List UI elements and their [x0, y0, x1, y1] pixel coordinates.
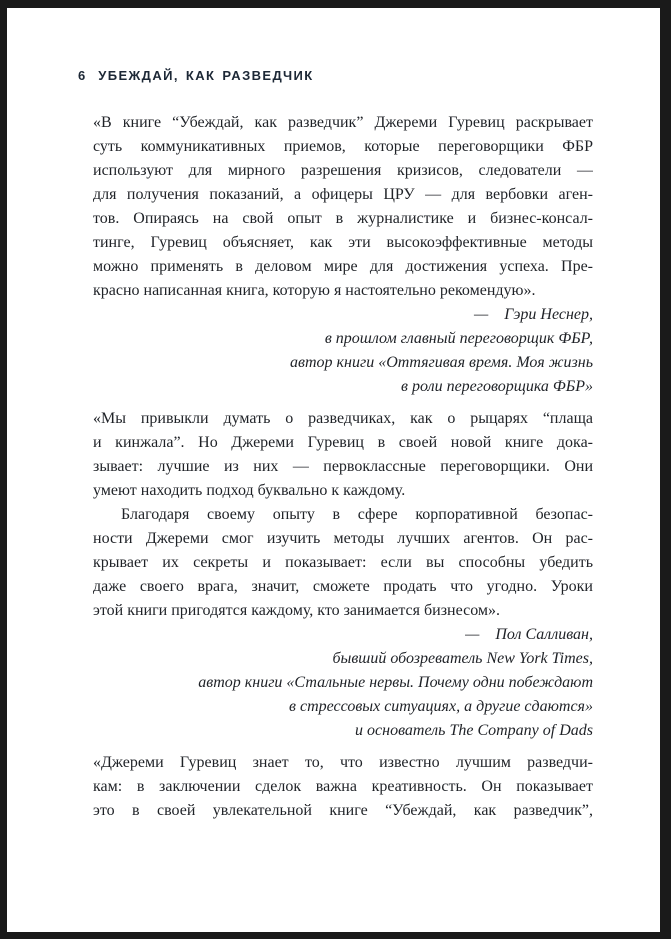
text-line: тов. Опираясь на свой опыт в журналистике и бизнес-консал-: [93, 210, 593, 227]
text-line: кам: в заключении сделок важна креативность. Он показывает: [93, 778, 593, 795]
text-line: крывает их секреты и показывает: если вы способны убедить: [93, 554, 593, 571]
text-line: «Джереми Гуревиц знает то, что известно лучшим разведчи-: [93, 754, 593, 771]
page-header: [78, 68, 314, 83]
book-page: [7, 8, 660, 932]
text-line: это в своей увлекательной книге “Убеждай, как разведчик”,: [93, 802, 593, 819]
text-line: красно написанная книга, которую я настоятельно рекомендую».: [93, 282, 536, 299]
text-line: этой книги пригодятся каждому, кто занимается бизнесом».: [93, 602, 501, 619]
quote-block-1: [93, 111, 593, 303]
attribution-line: бывший обозреватель New York Times,: [332, 650, 593, 667]
text-line: Благодаря своему опыту в сфере корпоративной безопас-: [121, 506, 593, 523]
text-line: используют для мирного разрешения кризисов, следователи —: [93, 162, 593, 179]
text-line: тинге, Гуревиц объясняет, как эти высокоэффективные методы: [93, 234, 593, 251]
quote-block-3: [93, 751, 593, 823]
attribution-line: — Гэри Неснер,: [474, 306, 593, 323]
attribution-line: — Пол Салливан,: [465, 626, 593, 643]
page-number: 6: [78, 68, 86, 83]
text-line: умеют находить подход буквально к каждому.: [93, 482, 406, 499]
text-line: ности Джереми смог изучить методы лучших агентов. Он рас-: [93, 530, 593, 547]
attribution-line: автор книги «Оттягивая время. Моя жизнь: [290, 354, 593, 371]
page-text: [93, 111, 593, 823]
text-line: даже своего врага, значит, сможете продать что угодно. Уроки: [93, 578, 593, 595]
quote-block-2: [93, 407, 593, 623]
text-line: для получения показаний, а офицеры ЦРУ — для вербовки аген-: [93, 186, 593, 203]
attribution-gary-noesner: [93, 303, 593, 399]
text-line: и кинжала”. Но Джереми Гуревиц в своей новой книге дока-: [93, 434, 593, 451]
attribution-line: и основатель The Company of Dads: [355, 722, 593, 739]
attribution-line: в прошлом главный переговорщик ФБР,: [324, 330, 593, 347]
text-line: «В книге “Убеждай, как разведчик” Джереми Гуревиц раскрывает: [93, 114, 593, 131]
text-line: можно применять в деловом мире для достижения успеха. Пре-: [93, 258, 593, 275]
attribution-line: автор книги «Стальные нервы. Почему одни побеждают: [198, 674, 593, 691]
text-line: «Мы привыкли думать о разведчиках, как о рыцарях “плаща: [93, 410, 593, 427]
attribution-paul-sullivan: [93, 623, 593, 743]
text-line: зывает: лучшие из них — первоклассные переговорщики. Они: [93, 458, 593, 475]
attribution-line: в стрессовых ситуациях, а другие сдаются»: [289, 698, 593, 715]
running-title: УБЕЖДАЙ, КАК РАЗВЕДЧИК: [98, 68, 314, 83]
text-line: суть коммуникативных приемов, которые переговорщики ФБР: [93, 138, 593, 155]
attribution-line: в роли переговорщика ФБР»: [401, 378, 593, 395]
